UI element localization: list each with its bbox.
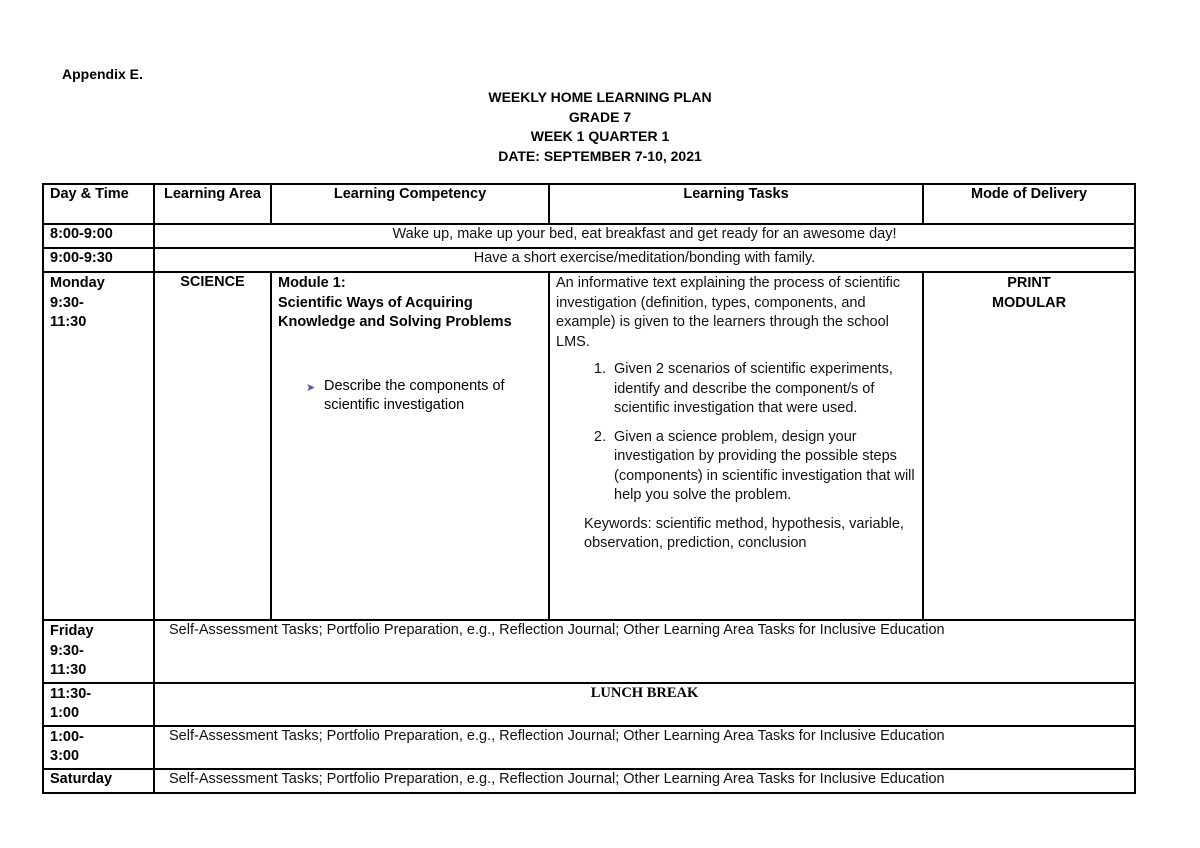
mode-of-delivery-cell bbox=[923, 272, 1135, 620]
competency-item bbox=[306, 377, 542, 416]
learning-competency-cell bbox=[271, 272, 549, 620]
time-start: 9:30- bbox=[50, 294, 84, 311]
competency-text: Describe the components of scientific investigation bbox=[324, 377, 505, 413]
table-row-saturday bbox=[43, 769, 1135, 793]
lunch-break-label: LUNCH BREAK bbox=[154, 683, 1135, 726]
keywords-text: Keywords: scientific method, hypothesis, variable, observation, prediction, conclusion bbox=[584, 515, 904, 551]
header-learning-competency: Learning Competency bbox=[271, 184, 549, 224]
row-day: Saturday bbox=[43, 769, 154, 793]
header-learning-area: Learning Area bbox=[154, 184, 271, 224]
table-row bbox=[43, 248, 1135, 272]
grade-title: GRADE 7 bbox=[568, 108, 632, 125]
time-end: 11:30 bbox=[50, 314, 87, 330]
row-time: 9:00-9:30 bbox=[43, 248, 154, 272]
list-item bbox=[556, 360, 916, 419]
plan-title: WEEKLY HOME LEARNING PLAN bbox=[488, 89, 712, 105]
row-activity: Wake up, make up your bed, eat breakfast and get ready for an awesome day! bbox=[154, 224, 1135, 248]
day-label: Friday bbox=[50, 623, 94, 639]
list-text: Given a science problem, design your investigation by providing the possible steps (components) in scientific investigation that will help you solve the problem. bbox=[614, 428, 915, 503]
tasks-list bbox=[556, 360, 916, 506]
mode-line-1: PRINT bbox=[1007, 275, 1051, 291]
time-end: 3:00 bbox=[50, 748, 80, 764]
learning-tasks-cell bbox=[549, 272, 923, 620]
header-learning-tasks: Learning Tasks bbox=[549, 184, 923, 224]
row-day-time bbox=[43, 620, 154, 683]
table-header-row bbox=[43, 184, 1135, 224]
list-number: 1. bbox=[593, 361, 606, 377]
list-text: Given 2 scenarios of scientific experiments, identify and describe the component/s of scientific investigation that were used. bbox=[614, 361, 893, 416]
table-row-lunch bbox=[43, 683, 1135, 726]
module-subtitle: Scientific Ways of Acquiring Knowledge and Solving Problems bbox=[278, 294, 512, 330]
table-row-monday bbox=[43, 272, 1135, 620]
mode-line-2: MODULAR bbox=[991, 294, 1067, 311]
row-time: 8:00-9:00 bbox=[43, 224, 154, 248]
week-title: WEEK 1 QUARTER 1 bbox=[530, 128, 670, 144]
document-title-block bbox=[0, 88, 1200, 166]
row-time bbox=[43, 683, 154, 726]
table-row-friday bbox=[43, 620, 1135, 683]
row-activity: Self-Assessment Tasks; Portfolio Preparation, e.g., Reflection Journal; Other Learning Area Tasks for Inclusive Education bbox=[154, 769, 1135, 793]
appendix-label: Appendix E. bbox=[62, 66, 143, 82]
table-row-afternoon bbox=[43, 726, 1135, 769]
tasks-intro: An informative text explaining the process of scientific investigation (definition, types, components, and example) is given to the learners through the school LMS. bbox=[556, 275, 901, 350]
day-label: Monday bbox=[50, 275, 105, 291]
list-item bbox=[556, 428, 916, 506]
time-start: 11:30- bbox=[50, 685, 92, 702]
time-start: 9:30- bbox=[50, 642, 84, 659]
module-title: Module 1: bbox=[278, 275, 346, 291]
row-activity: Self-Assessment Tasks; Portfolio Preparation, e.g., Reflection Journal; Other Learning Area Tasks for Inclusive Education bbox=[154, 726, 1135, 769]
list-number: 2. bbox=[593, 428, 606, 445]
time-end: 1:00 bbox=[50, 705, 80, 721]
row-time bbox=[43, 726, 154, 769]
learning-plan-table bbox=[42, 183, 1136, 794]
arrow-bullet-icon: ➤ bbox=[306, 381, 316, 394]
header-mode-of-delivery: Mode of Delivery bbox=[923, 184, 1135, 224]
learning-area-cell: SCIENCE bbox=[154, 272, 271, 620]
table-row bbox=[43, 224, 1135, 248]
row-day-time bbox=[43, 272, 154, 620]
header-day-time: Day & Time bbox=[43, 184, 154, 224]
date-title: DATE: SEPTEMBER 7-10, 2021 bbox=[498, 147, 702, 164]
time-end: 11:30 bbox=[50, 662, 87, 678]
row-activity: Have a short exercise/meditation/bonding with family. bbox=[154, 248, 1135, 272]
row-activity: Self-Assessment Tasks; Portfolio Preparation, e.g., Reflection Journal; Other Learning Area Tasks for Inclusive Education bbox=[154, 620, 1135, 683]
time-start: 1:00- bbox=[50, 728, 84, 745]
